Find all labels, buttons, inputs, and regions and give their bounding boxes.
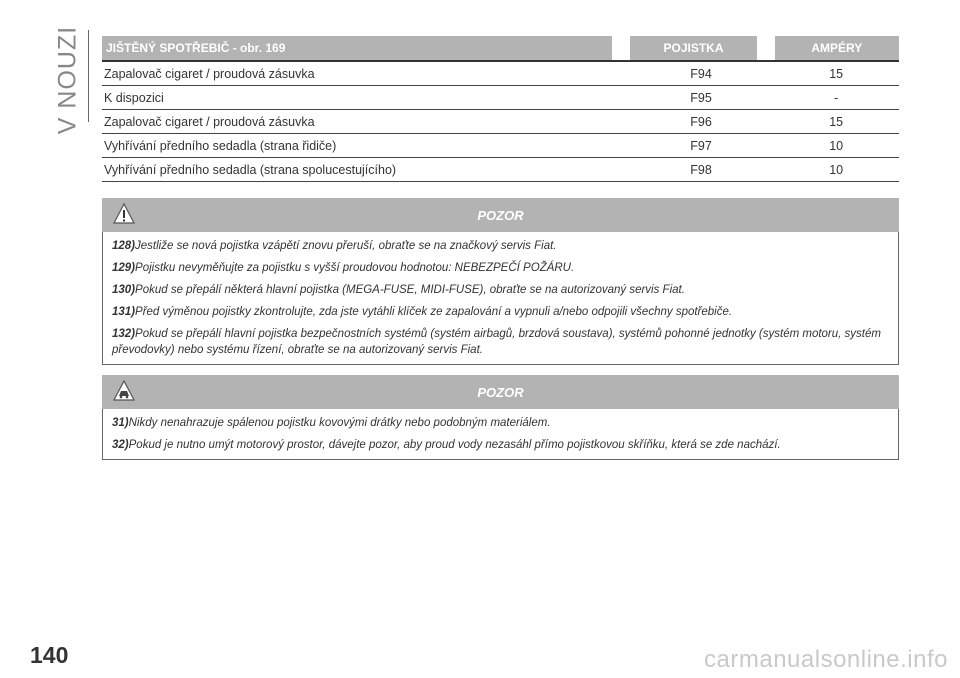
table-header <box>102 36 899 60</box>
table-row <box>102 110 899 134</box>
cell-consumer: Vyhřívání předního sedadla (strana spolucestujícího) <box>104 162 397 177</box>
cell-fuse: F97 <box>690 138 712 153</box>
warning-item-text: Pojistku nevyměňujte za pojistku s vyšší proudovou hodnotou: NEBEZPEČÍ POŽÁRU. <box>135 262 575 274</box>
section-title-text: V NOUZI <box>53 25 82 135</box>
cell-consumer: Zapalovač cigaret / proudová zásuvka <box>104 114 315 129</box>
warning-item-text: Pokud je nutno umýt motorový prostor, dávejte pozor, aby proud vody nezasáhl přímo pojistkovou skříňku, která se zde nachází. <box>128 439 781 451</box>
warning-item-text: Pokud se přepálí některá hlavní pojistka (MEGA-FUSE, MIDI-FUSE), obraťte se na autorizovaný servis Fiat. <box>135 284 685 296</box>
warning-item <box>112 437 891 453</box>
warning-body <box>102 232 899 365</box>
table-row <box>102 62 899 86</box>
header-consumer: JIŠTĚNÝ SPOTŘEBIČ - obr. 169 <box>102 36 612 60</box>
warning-item-text: Jestliže se nová pojistka vzápětí znovu přeruší, obraťte se na značkový servis Fiat. <box>135 240 557 252</box>
environment-caution-icon <box>112 379 136 403</box>
warning-body <box>102 409 899 460</box>
cell-fuse: F95 <box>690 90 712 105</box>
header-fuse: POJISTKA <box>630 36 756 60</box>
cell-consumer: Zapalovač cigaret / proudová zásuvka <box>104 66 315 81</box>
warning-item <box>112 415 891 431</box>
warning-header <box>102 375 899 409</box>
cell-fuse: F98 <box>690 162 712 177</box>
cell-amperes: 10 <box>829 162 844 177</box>
warning-item-text: Před výměnou pojistky zkontrolujte, zda jste vytáhli klíček ze zapalování a vypnuli a/nebo odpojili všechny spotřebiče. <box>135 306 733 318</box>
warning-box-environment <box>102 375 899 460</box>
section-title <box>48 25 88 135</box>
table-row <box>102 158 899 182</box>
warning-item-text: Pokud se přepálí hlavní pojistka bezpečnostních systémů (systém airbagů, brzdová soustava), systémů pohonné jednotky (systém motoru, systém převodovky) nebo systému řízení, obraťte se na autorizovaný servis Fiat. <box>112 328 881 356</box>
header-amperes: AMPÉRY <box>775 36 899 60</box>
cell-amperes: 10 <box>829 138 844 153</box>
warning-box-safety <box>102 198 899 365</box>
cell-amperes: - <box>834 90 839 105</box>
warning-item-number: 131) <box>112 306 136 318</box>
cell-consumer: Vyhřívání předního sedadla (strana řidiče) <box>104 138 337 153</box>
warning-item <box>112 326 891 358</box>
page-number: 140 <box>30 642 69 668</box>
warning-title: POZOR <box>477 384 524 400</box>
warning-header <box>102 198 899 232</box>
table-row <box>102 86 899 110</box>
cell-fuse: F96 <box>690 114 712 129</box>
section-divider <box>88 30 89 122</box>
warning-item-number: 128) <box>112 240 136 252</box>
warning-item-number: 31) <box>112 417 129 429</box>
cell-amperes: 15 <box>829 114 844 129</box>
watermark: carmanualsonline.info <box>704 646 948 673</box>
fuse-table <box>102 36 899 182</box>
cell-amperes: 15 <box>829 66 844 81</box>
warning-item <box>112 260 891 276</box>
warning-item-number: 130) <box>112 284 136 296</box>
warning-item-number: 129) <box>112 262 136 274</box>
warning-item-text: Nikdy nenahrazuje spálenou pojistku kovovými drátky nebo podobným materiálem. <box>128 417 551 429</box>
cell-consumer: K dispozici <box>104 90 164 105</box>
warning-item-number: 132) <box>112 328 136 340</box>
warning-item <box>112 238 891 254</box>
warning-item <box>112 282 891 298</box>
warning-title: POZOR <box>477 207 524 223</box>
table-row <box>102 134 899 158</box>
warning-triangle-icon <box>112 202 136 226</box>
warning-item-number: 32) <box>112 439 129 451</box>
cell-fuse: F94 <box>690 66 712 81</box>
warning-item <box>112 304 891 320</box>
